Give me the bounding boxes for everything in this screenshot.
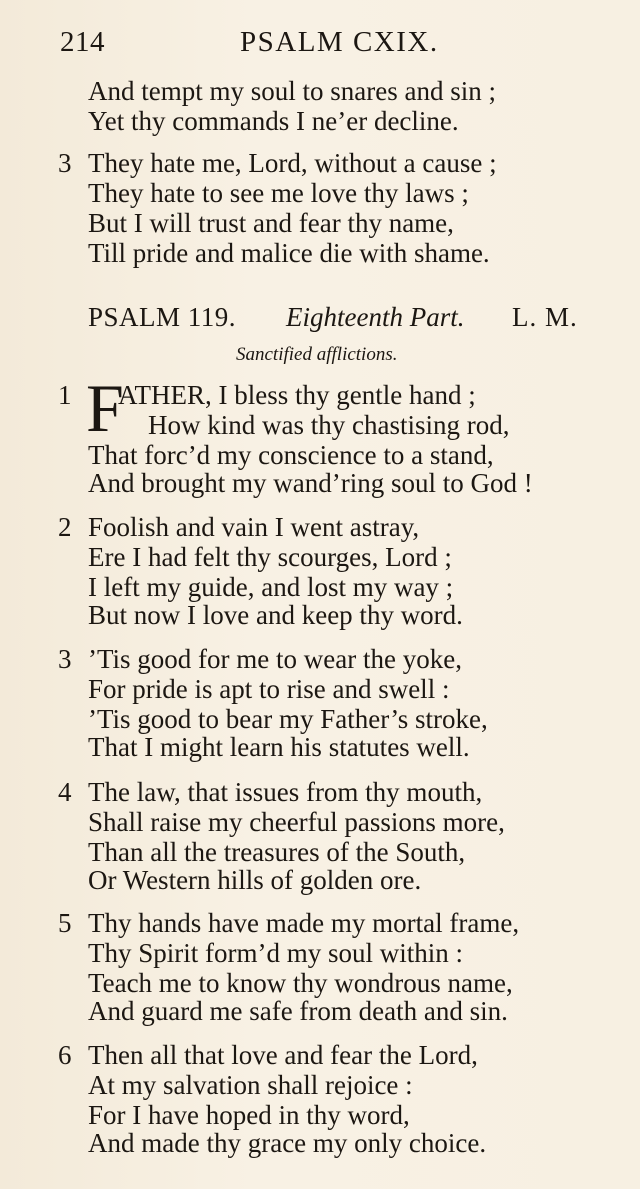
running-title: PSALM CXIX. bbox=[240, 26, 439, 58]
stanza-number: 2 bbox=[58, 512, 72, 542]
page-header bbox=[60, 26, 600, 70]
verse-line: The law, that issues from thy mouth, bbox=[88, 777, 483, 807]
verse-line: ’Tis good to bear my Father’s stroke, bbox=[88, 704, 488, 734]
verse-line: Then all that love and fear the Lord, bbox=[88, 1040, 478, 1070]
verse-line: For I have hoped in thy word, bbox=[88, 1100, 410, 1130]
page-number: 214 bbox=[60, 26, 105, 58]
psalm-heading bbox=[88, 302, 588, 342]
psalm-title: PSALM 119. bbox=[88, 302, 237, 332]
verse-line: Foolish and vain I went astray, bbox=[88, 512, 420, 542]
verse-line: Ere I had felt thy scourges, Lord ; bbox=[88, 542, 452, 572]
stanza-number: 6 bbox=[58, 1040, 72, 1070]
verse-line: At my salvation shall rejoice : bbox=[88, 1070, 413, 1100]
verse-line: How kind was thy chastising rod, bbox=[148, 410, 510, 440]
verse-line: Thy hands have made my mortal frame, bbox=[88, 908, 520, 938]
verse-line: They hate me, Lord, without a cause ; bbox=[88, 148, 497, 178]
verse-line: Thy Spirit form’d my soul within : bbox=[88, 938, 463, 968]
verse-line: Or Western hills of golden ore. bbox=[88, 865, 422, 895]
verse-line: Till pride and malice die with shame. bbox=[88, 238, 490, 268]
psalm-meter: L. M. bbox=[512, 302, 578, 332]
drop-cap: F bbox=[86, 370, 124, 446]
verse-line: And brought my wand’ring soul to God ! bbox=[88, 468, 533, 498]
verse-line: And tempt my soul to snares and sin ; bbox=[88, 76, 496, 106]
psalm-part: Eighteenth Part. bbox=[286, 302, 465, 332]
verse-line: Shall raise my cheerful passions more, bbox=[88, 807, 505, 837]
verse-line: ATHER, I bless thy gentle hand ; bbox=[118, 380, 476, 410]
verse-line: ’Tis good for me to wear the yoke, bbox=[88, 644, 462, 674]
verse-line: That I might learn his statutes well. bbox=[88, 732, 470, 762]
stanza-number: 1 bbox=[58, 380, 72, 410]
verse-line: Teach me to know thy wondrous name, bbox=[88, 968, 513, 998]
verse-line: That forc’d my conscience to a stand, bbox=[88, 440, 494, 470]
verse-line: And guard me safe from death and sin. bbox=[88, 996, 508, 1026]
verse-line: Than all the treasures of the South, bbox=[88, 837, 466, 867]
verse-line: I left my guide, and lost my way ; bbox=[88, 572, 454, 602]
verse-line: But now I love and keep thy word. bbox=[88, 600, 463, 630]
verse-line: Yet thy commands I ne’er decline. bbox=[88, 106, 459, 136]
verse-line: And made thy grace my only choice. bbox=[88, 1128, 487, 1158]
verse-line: For pride is apt to rise and swell : bbox=[88, 674, 450, 704]
stanza-number: 3 bbox=[58, 644, 72, 674]
stanza-number: 4 bbox=[58, 777, 72, 807]
stanza-number: 5 bbox=[58, 908, 72, 938]
stanza-number: 3 bbox=[58, 148, 72, 178]
verse-line: But I will trust and fear thy name, bbox=[88, 208, 454, 238]
psalm-subtitle: Sanctified afflictions. bbox=[236, 344, 398, 365]
verse-line: They hate to see me love thy laws ; bbox=[88, 178, 469, 208]
